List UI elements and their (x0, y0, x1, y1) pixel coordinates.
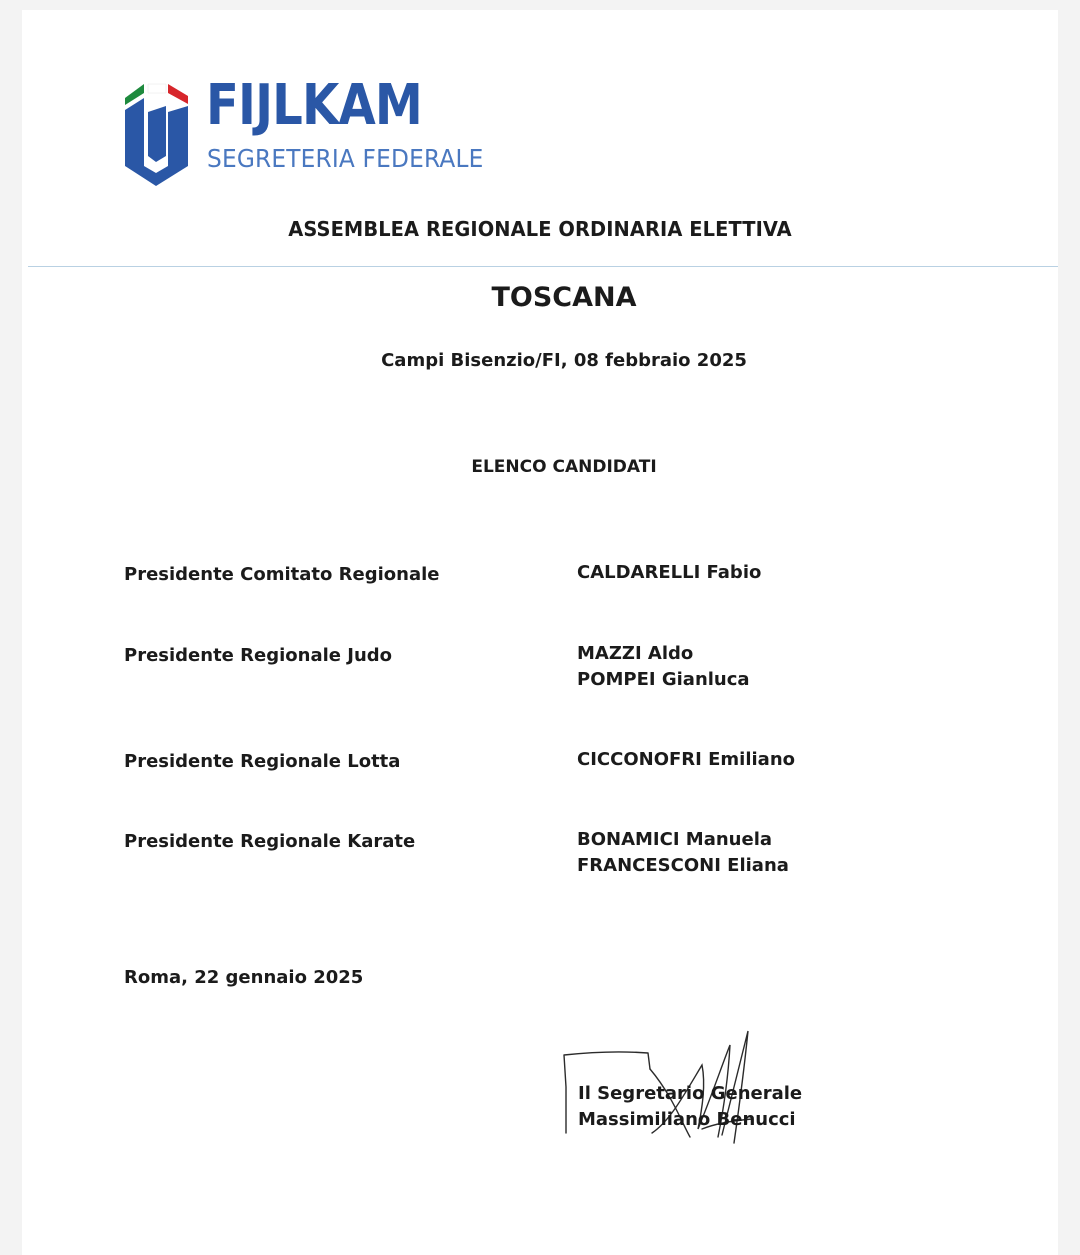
logo-wordmark: FIJLKAM (206, 73, 422, 138)
signature-block (552, 1025, 852, 1155)
candidate-names (577, 641, 750, 693)
document-page (22, 10, 1058, 1255)
candidate-name: BONAMICI Manuela (577, 829, 773, 850)
region-title: TOSCANA (491, 282, 637, 313)
meeting-place-date: Campi Bisenzio/FI, 08 febbraio 2025 (381, 350, 747, 371)
candidate-role: Presidente Regionale Lotta (124, 751, 401, 772)
candidate-name: CALDARELLI Fabio (577, 562, 762, 583)
candidate-role: Presidente Regionale Judo (124, 645, 393, 666)
candidate-role: Presidente Comitato Regionale (124, 564, 440, 585)
candidate-names (577, 747, 795, 773)
fijlkam-logo-icon (122, 82, 190, 188)
signatory-title: Il Segretario Generale (578, 1083, 803, 1104)
logo-subtitle: SEGRETERIA FEDERALE (207, 144, 484, 173)
signatory-name: Massimiliano Benucci (578, 1109, 796, 1130)
candidate-name: CICCONOFRI Emiliano (577, 749, 796, 770)
candidates-list-title: ELENCO CANDIDATI (471, 457, 657, 477)
header-divider (28, 266, 1058, 267)
candidate-name: FRANCESCONI Eliana (577, 855, 789, 876)
candidate-names (577, 560, 761, 586)
candidate-name: POMPEI Gianluca (577, 669, 750, 690)
assembly-title: ASSEMBLEA REGIONALE ORDINARIA ELETTIVA (288, 217, 792, 241)
candidate-role: Presidente Regionale Karate (124, 831, 416, 852)
signing-place-date: Roma, 22 gennaio 2025 (124, 967, 364, 988)
candidate-name: MAZZI Aldo (577, 643, 694, 664)
candidate-names (577, 827, 789, 879)
